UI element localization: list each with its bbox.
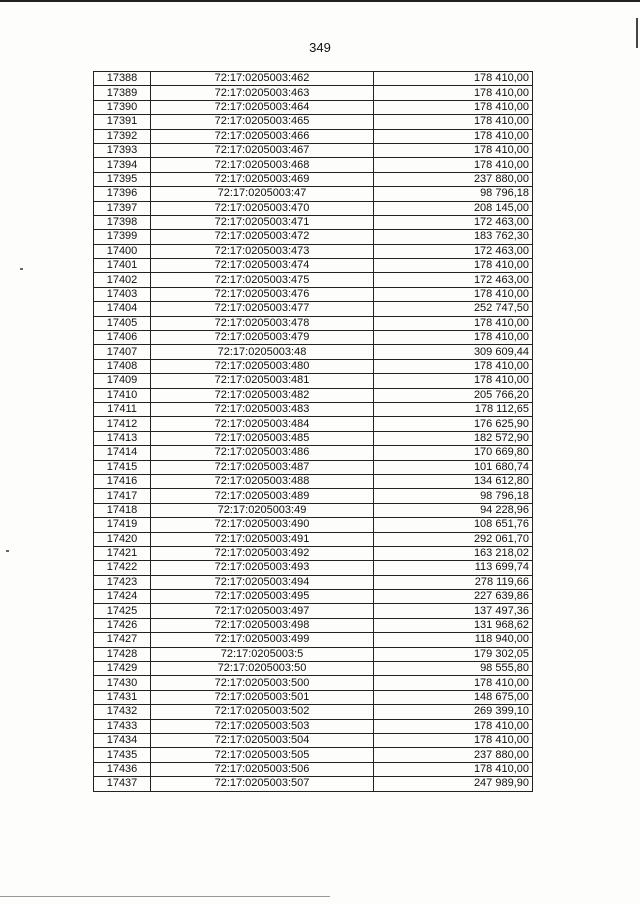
row-number: 17429 bbox=[94, 662, 151, 676]
cadastral-value: 178 410,00 bbox=[374, 72, 533, 86]
row-number: 17436 bbox=[94, 762, 151, 776]
scan-speck bbox=[6, 550, 9, 552]
cadastral-value: 131 968,62 bbox=[374, 618, 533, 632]
row-number: 17407 bbox=[94, 345, 151, 359]
cadastral-value: 178 410,00 bbox=[374, 143, 533, 157]
row-number: 17410 bbox=[94, 388, 151, 402]
table-row bbox=[94, 662, 533, 676]
row-number: 17395 bbox=[94, 172, 151, 186]
cadastral-value: 137 497,36 bbox=[374, 604, 533, 618]
table-row bbox=[94, 316, 533, 330]
cadastral-number: 72:17:0205003:462 bbox=[151, 72, 374, 86]
row-number: 17390 bbox=[94, 100, 151, 114]
row-number: 17408 bbox=[94, 359, 151, 373]
row-number: 17422 bbox=[94, 561, 151, 575]
cadastral-value: 178 112,65 bbox=[374, 402, 533, 416]
table-row bbox=[94, 187, 533, 201]
row-number: 17411 bbox=[94, 402, 151, 416]
cadastral-value: 172 463,00 bbox=[374, 215, 533, 229]
cadastral-value: 237 880,00 bbox=[374, 172, 533, 186]
row-number: 17399 bbox=[94, 230, 151, 244]
cadastral-number: 72:17:0205003:464 bbox=[151, 100, 374, 114]
cadastral-number: 72:17:0205003:498 bbox=[151, 618, 374, 632]
table-row bbox=[94, 273, 533, 287]
cadastral-value: 178 410,00 bbox=[374, 733, 533, 747]
cadastral-number: 72:17:0205003:486 bbox=[151, 446, 374, 460]
cadastral-number: 72:17:0205003:463 bbox=[151, 86, 374, 100]
cadastral-value: 252 747,50 bbox=[374, 302, 533, 316]
cadastral-number: 72:17:0205003:478 bbox=[151, 316, 374, 330]
cadastral-value: 178 410,00 bbox=[374, 762, 533, 776]
scan-speck bbox=[20, 268, 23, 270]
cadastral-number: 72:17:0205003:495 bbox=[151, 590, 374, 604]
row-number: 17405 bbox=[94, 316, 151, 330]
row-number: 17403 bbox=[94, 287, 151, 301]
row-number: 17389 bbox=[94, 86, 151, 100]
table-row bbox=[94, 532, 533, 546]
cadastral-number: 72:17:0205003:476 bbox=[151, 287, 374, 301]
row-number: 17426 bbox=[94, 618, 151, 632]
row-number: 17418 bbox=[94, 503, 151, 517]
cadastral-value: 178 410,00 bbox=[374, 129, 533, 143]
cadastral-value: 182 572,90 bbox=[374, 431, 533, 445]
table-row bbox=[94, 561, 533, 575]
row-number: 17391 bbox=[94, 115, 151, 129]
cadastral-number: 72:17:0205003:488 bbox=[151, 474, 374, 488]
row-number: 17394 bbox=[94, 158, 151, 172]
table-row bbox=[94, 748, 533, 762]
cadastral-number: 72:17:0205003:494 bbox=[151, 575, 374, 589]
table-row bbox=[94, 446, 533, 460]
cadastral-number: 72:17:0205003:484 bbox=[151, 417, 374, 431]
cadastral-number: 72:17:0205003:49 bbox=[151, 503, 374, 517]
table-row bbox=[94, 143, 533, 157]
table-row bbox=[94, 489, 533, 503]
table-row bbox=[94, 115, 533, 129]
row-number: 17432 bbox=[94, 705, 151, 719]
table-row bbox=[94, 474, 533, 488]
cadastral-number: 72:17:0205003:504 bbox=[151, 733, 374, 747]
table-row bbox=[94, 331, 533, 345]
row-number: 17421 bbox=[94, 546, 151, 560]
row-number: 17416 bbox=[94, 474, 151, 488]
row-number: 17424 bbox=[94, 590, 151, 604]
cadastral-value: 98 796,18 bbox=[374, 489, 533, 503]
cadastral-number: 72:17:0205003:482 bbox=[151, 388, 374, 402]
cadastral-number: 72:17:0205003:500 bbox=[151, 676, 374, 690]
table-row bbox=[94, 690, 533, 704]
cadastral-number: 72:17:0205003:491 bbox=[151, 532, 374, 546]
cadastral-value: 227 639,86 bbox=[374, 590, 533, 604]
cadastral-number: 72:17:0205003:477 bbox=[151, 302, 374, 316]
row-number: 17435 bbox=[94, 748, 151, 762]
table-row bbox=[94, 374, 533, 388]
table-row bbox=[94, 546, 533, 560]
row-number: 17392 bbox=[94, 129, 151, 143]
cadastral-number: 72:17:0205003:502 bbox=[151, 705, 374, 719]
row-number: 17423 bbox=[94, 575, 151, 589]
row-number: 17427 bbox=[94, 633, 151, 647]
table-row bbox=[94, 402, 533, 416]
cadastral-number: 72:17:0205003:487 bbox=[151, 460, 374, 474]
cadastral-value: 178 410,00 bbox=[374, 100, 533, 114]
cadastral-number: 72:17:0205003:470 bbox=[151, 201, 374, 215]
table-row bbox=[94, 575, 533, 589]
cadastral-number: 72:17:0205003:506 bbox=[151, 762, 374, 776]
cadastral-number: 72:17:0205003:485 bbox=[151, 431, 374, 445]
cadastral-value: 178 410,00 bbox=[374, 331, 533, 345]
table-row bbox=[94, 460, 533, 474]
table-row bbox=[94, 302, 533, 316]
cadastral-value: 94 228,96 bbox=[374, 503, 533, 517]
table-row bbox=[94, 777, 533, 791]
cadastral-value: 247 989,90 bbox=[374, 777, 533, 791]
cadastral-number: 72:17:0205003:468 bbox=[151, 158, 374, 172]
cadastral-number: 72:17:0205003:481 bbox=[151, 374, 374, 388]
row-number: 17401 bbox=[94, 259, 151, 273]
table-row bbox=[94, 719, 533, 733]
table-row bbox=[94, 618, 533, 632]
cadastral-value: 178 410,00 bbox=[374, 374, 533, 388]
cadastral-number: 72:17:0205003:497 bbox=[151, 604, 374, 618]
cadastral-value: 178 410,00 bbox=[374, 86, 533, 100]
cadastral-number: 72:17:0205003:492 bbox=[151, 546, 374, 560]
cadastral-value-table bbox=[93, 71, 533, 792]
cadastral-value: 179 302,05 bbox=[374, 647, 533, 661]
table-row bbox=[94, 633, 533, 647]
cadastral-value: 118 940,00 bbox=[374, 633, 533, 647]
table-row bbox=[94, 244, 533, 258]
cadastral-number: 72:17:0205003:48 bbox=[151, 345, 374, 359]
row-number: 17434 bbox=[94, 733, 151, 747]
table-row bbox=[94, 590, 533, 604]
cadastral-value: 113 699,74 bbox=[374, 561, 533, 575]
row-number: 17415 bbox=[94, 460, 151, 474]
cadastral-number: 72:17:0205003:479 bbox=[151, 331, 374, 345]
row-number: 17430 bbox=[94, 676, 151, 690]
cadastral-value: 148 675,00 bbox=[374, 690, 533, 704]
table-row bbox=[94, 676, 533, 690]
cadastral-value: 269 399,10 bbox=[374, 705, 533, 719]
table-row bbox=[94, 172, 533, 186]
cadastral-number: 72:17:0205003:489 bbox=[151, 489, 374, 503]
cadastral-value: 292 061,70 bbox=[374, 532, 533, 546]
cadastral-number: 72:17:0205003:507 bbox=[151, 777, 374, 791]
table-row bbox=[94, 86, 533, 100]
table-row bbox=[94, 287, 533, 301]
cadastral-number: 72:17:0205003:5 bbox=[151, 647, 374, 661]
table-row bbox=[94, 72, 533, 86]
cadastral-number: 72:17:0205003:475 bbox=[151, 273, 374, 287]
row-number: 17431 bbox=[94, 690, 151, 704]
cadastral-number: 72:17:0205003:505 bbox=[151, 748, 374, 762]
cadastral-value: 278 119,66 bbox=[374, 575, 533, 589]
table-row bbox=[94, 762, 533, 776]
row-number: 17437 bbox=[94, 777, 151, 791]
table-row bbox=[94, 503, 533, 517]
cadastral-value: 183 762,30 bbox=[374, 230, 533, 244]
table-row bbox=[94, 215, 533, 229]
table-row bbox=[94, 129, 533, 143]
cadastral-value: 205 766,20 bbox=[374, 388, 533, 402]
cadastral-value: 178 410,00 bbox=[374, 259, 533, 273]
cadastral-number: 72:17:0205003:50 bbox=[151, 662, 374, 676]
cadastral-value: 172 463,00 bbox=[374, 273, 533, 287]
cadastral-number: 72:17:0205003:465 bbox=[151, 115, 374, 129]
row-number: 17412 bbox=[94, 417, 151, 431]
cadastral-value: 170 669,80 bbox=[374, 446, 533, 460]
cadastral-number: 72:17:0205003:473 bbox=[151, 244, 374, 258]
table-row bbox=[94, 345, 533, 359]
row-number: 17409 bbox=[94, 374, 151, 388]
row-number: 17413 bbox=[94, 431, 151, 445]
table-row bbox=[94, 705, 533, 719]
row-number: 17428 bbox=[94, 647, 151, 661]
table-row bbox=[94, 518, 533, 532]
table-row bbox=[94, 201, 533, 215]
cadastral-value: 309 609,44 bbox=[374, 345, 533, 359]
cadastral-value: 178 410,00 bbox=[374, 719, 533, 733]
table-row bbox=[94, 388, 533, 402]
cadastral-value: 134 612,80 bbox=[374, 474, 533, 488]
table-row bbox=[94, 417, 533, 431]
row-number: 17433 bbox=[94, 719, 151, 733]
table-row bbox=[94, 604, 533, 618]
page-number: 349 bbox=[309, 40, 331, 55]
row-number: 17396 bbox=[94, 187, 151, 201]
cadastral-number: 72:17:0205003:501 bbox=[151, 690, 374, 704]
row-number: 17402 bbox=[94, 273, 151, 287]
row-number: 17400 bbox=[94, 244, 151, 258]
cadastral-value: 101 680,74 bbox=[374, 460, 533, 474]
row-number: 17420 bbox=[94, 532, 151, 546]
table-row bbox=[94, 647, 533, 661]
cadastral-number: 72:17:0205003:503 bbox=[151, 719, 374, 733]
cadastral-value: 208 145,00 bbox=[374, 201, 533, 215]
row-number: 17388 bbox=[94, 72, 151, 86]
cadastral-number: 72:17:0205003:472 bbox=[151, 230, 374, 244]
scan-border-top bbox=[0, 0, 640, 2]
row-number: 17404 bbox=[94, 302, 151, 316]
cadastral-number: 72:17:0205003:474 bbox=[151, 259, 374, 273]
cadastral-number: 72:17:0205003:483 bbox=[151, 402, 374, 416]
table-row bbox=[94, 359, 533, 373]
cadastral-value: 172 463,00 bbox=[374, 244, 533, 258]
cadastral-number: 72:17:0205003:469 bbox=[151, 172, 374, 186]
table-row bbox=[94, 259, 533, 273]
cadastral-number: 72:17:0205003:499 bbox=[151, 633, 374, 647]
table-row bbox=[94, 230, 533, 244]
table-row bbox=[94, 158, 533, 172]
cadastral-value: 163 218,02 bbox=[374, 546, 533, 560]
cadastral-number: 72:17:0205003:490 bbox=[151, 518, 374, 532]
row-number: 17393 bbox=[94, 143, 151, 157]
cadastral-value: 108 651,76 bbox=[374, 518, 533, 532]
table-row bbox=[94, 100, 533, 114]
row-number: 17419 bbox=[94, 518, 151, 532]
cadastral-number: 72:17:0205003:480 bbox=[151, 359, 374, 373]
cadastral-number: 72:17:0205003:466 bbox=[151, 129, 374, 143]
cadastral-number: 72:17:0205003:471 bbox=[151, 215, 374, 229]
row-number: 17398 bbox=[94, 215, 151, 229]
cadastral-value: 237 880,00 bbox=[374, 748, 533, 762]
row-number: 17406 bbox=[94, 331, 151, 345]
cadastral-value: 98 796,18 bbox=[374, 187, 533, 201]
table-row bbox=[94, 733, 533, 747]
table-row bbox=[94, 431, 533, 445]
row-number: 17414 bbox=[94, 446, 151, 460]
cadastral-number: 72:17:0205003:493 bbox=[151, 561, 374, 575]
cadastral-value: 178 410,00 bbox=[374, 158, 533, 172]
cadastral-value: 178 410,00 bbox=[374, 676, 533, 690]
cadastral-value: 98 555,80 bbox=[374, 662, 533, 676]
cadastral-value: 178 410,00 bbox=[374, 316, 533, 330]
row-number: 17425 bbox=[94, 604, 151, 618]
cadastral-number: 72:17:0205003:467 bbox=[151, 143, 374, 157]
cadastral-number: 72:17:0205003:47 bbox=[151, 187, 374, 201]
cadastral-value: 178 410,00 bbox=[374, 115, 533, 129]
table-body bbox=[94, 72, 533, 792]
cadastral-value: 178 410,00 bbox=[374, 359, 533, 373]
scan-border-bottom bbox=[0, 896, 330, 897]
cadastral-value: 176 625,90 bbox=[374, 417, 533, 431]
row-number: 17417 bbox=[94, 489, 151, 503]
row-number: 17397 bbox=[94, 201, 151, 215]
cadastral-value: 178 410,00 bbox=[374, 287, 533, 301]
